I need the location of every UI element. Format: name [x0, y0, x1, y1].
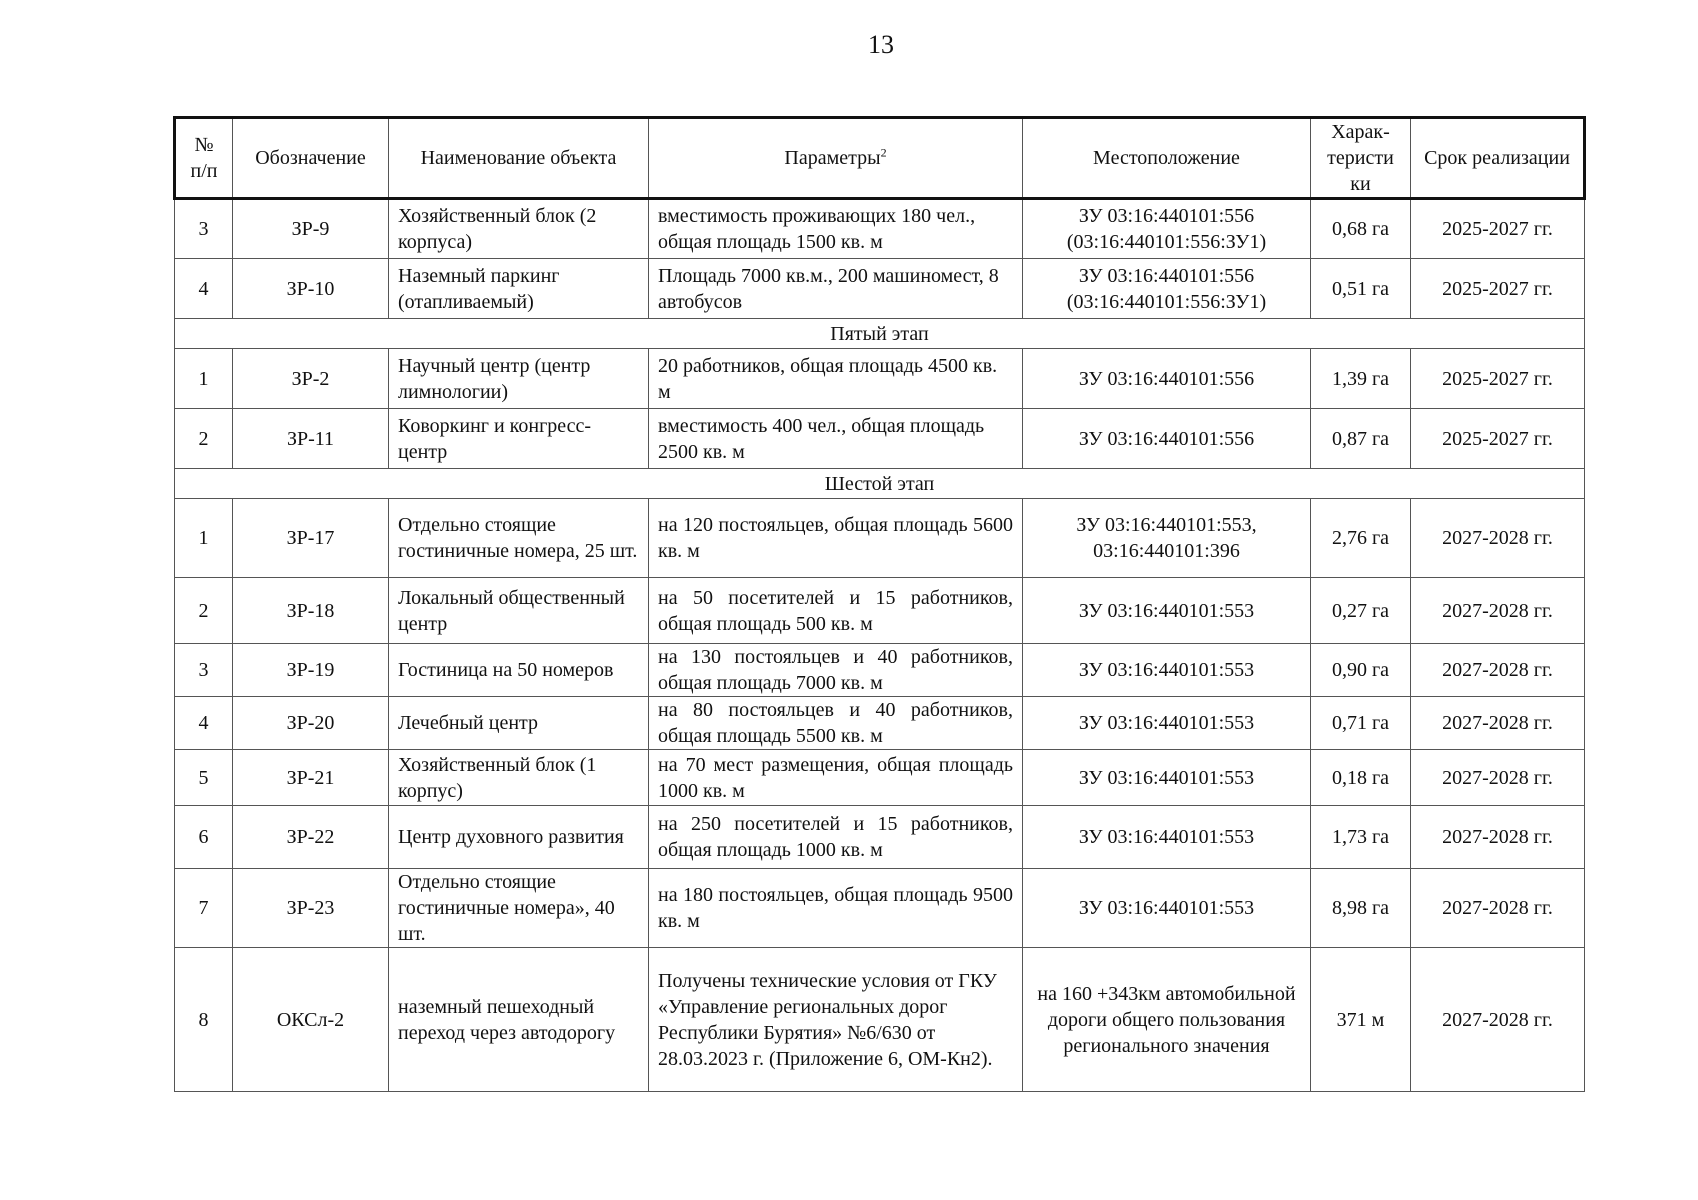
table-row — [175, 948, 1585, 1092]
table-row — [175, 259, 1585, 319]
cell-term: 2027-2028 гг. — [1411, 578, 1585, 644]
cell-location: на 160 +343км автомобильной дороги общего пользования регионального значения — [1023, 948, 1311, 1092]
cell-params: на 180 постояльцев, общая площадь 9500 кв. м — [649, 869, 1023, 948]
header-characteristics: Харак-теристи ки — [1311, 118, 1411, 199]
cell-term: 2027-2028 гг. — [1411, 869, 1585, 948]
cell-params: на 130 постояльцев и 40 работников, общая площадь 7000 кв. м — [649, 644, 1023, 697]
cell-location: ЗУ 03:16:440101:553 — [1023, 644, 1311, 697]
cell-char: 8,98 га — [1311, 869, 1411, 948]
table-row — [175, 750, 1585, 806]
cell-num: 7 — [175, 869, 233, 948]
cell-name: Центр духовного развития — [389, 806, 649, 869]
cell-name: Гостиница на 50 номеров — [389, 644, 649, 697]
cell-location: ЗУ 03:16:440101:553 — [1023, 750, 1311, 806]
cell-params: Получены технические условия от ГКУ «Управление региональных дорог Республики Бурятия» №6/630 от 28.03.2023 г. (Приложение 6, ОМ-Кн2). — [649, 948, 1023, 1092]
cell-num: 4 — [175, 697, 233, 750]
cell-name: Отдельно стоящие гостиничные номера, 25 шт. — [389, 499, 649, 578]
cell-char: 0,27 га — [1311, 578, 1411, 644]
cell-term: 2027-2028 гг. — [1411, 750, 1585, 806]
cell-num: 8 — [175, 948, 233, 1092]
page-number: 13 — [868, 30, 894, 59]
stage-row — [175, 319, 1585, 349]
cell-params: вместимость проживающих 180 чел., общая площадь 1500 кв. м — [649, 199, 1023, 259]
cell-term: 2025-2027 гг. — [1411, 259, 1585, 319]
footnote-ref: 2 — [880, 145, 887, 160]
cell-code: ЗР-18 — [233, 578, 389, 644]
header-code: Обозначение — [233, 118, 389, 199]
cell-name: Наземный паркинг (отапливаемый) — [389, 259, 649, 319]
cell-params: 20 работников, общая площадь 4500 кв. м — [649, 349, 1023, 409]
cell-code: ЗР-10 — [233, 259, 389, 319]
cell-params: на 80 постояльцев и 40 работников, общая площадь 5500 кв. м — [649, 697, 1023, 750]
objects-table — [173, 116, 1586, 1092]
cell-params: Площадь 7000 кв.м., 200 машиномест, 8 автобусов — [649, 259, 1023, 319]
cell-code: ЗР-17 — [233, 499, 389, 578]
cell-term: 2027-2028 гг. — [1411, 806, 1585, 869]
cell-params: на 120 постояльцев, общая площадь 5600 кв. м — [649, 499, 1023, 578]
table-row — [175, 869, 1585, 948]
cell-name: наземный пешеходный переход через автодорогу — [389, 948, 649, 1092]
table-row — [175, 349, 1585, 409]
cell-code: ЗР-21 — [233, 750, 389, 806]
cell-code: ЗР-23 — [233, 869, 389, 948]
stage-title: Пятый этап — [175, 319, 1585, 349]
header-num: № п/п — [175, 118, 233, 199]
table-row — [175, 578, 1585, 644]
cell-term: 2027-2028 гг. — [1411, 644, 1585, 697]
header-term: Срок реализации — [1411, 118, 1585, 199]
cell-name: Лечебный центр — [389, 697, 649, 750]
cell-location: ЗУ 03:16:440101:556 — [1023, 349, 1311, 409]
cell-term: 2025-2027 гг. — [1411, 349, 1585, 409]
header-params — [649, 118, 1023, 199]
cell-num: 1 — [175, 499, 233, 578]
header-params-label: Параметры — [784, 147, 881, 169]
cell-term: 2025-2027 гг. — [1411, 409, 1585, 469]
stage-row — [175, 469, 1585, 499]
stage-title: Шестой этап — [175, 469, 1585, 499]
cell-num: 2 — [175, 409, 233, 469]
table-header-row — [175, 118, 1585, 199]
cell-location: ЗУ 03:16:440101:556 (03:16:440101:556:ЗУ1) — [1023, 199, 1311, 259]
cell-char: 0,51 га — [1311, 259, 1411, 319]
cell-location: ЗУ 03:16:440101:553 — [1023, 806, 1311, 869]
table-row — [175, 644, 1585, 697]
cell-term: 2027-2028 гг. — [1411, 697, 1585, 750]
cell-location: ЗУ 03:16:440101:556 — [1023, 409, 1311, 469]
cell-char: 371 м — [1311, 948, 1411, 1092]
cell-code: ЗР-22 — [233, 806, 389, 869]
cell-num: 5 — [175, 750, 233, 806]
cell-char: 0,90 га — [1311, 644, 1411, 697]
table-row — [175, 806, 1585, 869]
header-location: Местоположение — [1023, 118, 1311, 199]
cell-location: ЗУ 03:16:440101:553 — [1023, 869, 1311, 948]
cell-char: 0,71 га — [1311, 697, 1411, 750]
cell-params: на 50 посетителей и 15 работников, общая площадь 500 кв. м — [649, 578, 1023, 644]
cell-char: 0,87 га — [1311, 409, 1411, 469]
cell-code: ЗР-20 — [233, 697, 389, 750]
cell-num: 3 — [175, 644, 233, 697]
cell-code: ЗР-9 — [233, 199, 389, 259]
cell-location: ЗУ 03:16:440101:553 — [1023, 578, 1311, 644]
cell-params: на 70 мест размещения, общая площадь 1000 кв. м — [649, 750, 1023, 806]
cell-num: 6 — [175, 806, 233, 869]
cell-name: Хозяйственный блок (2 корпуса) — [389, 199, 649, 259]
cell-char: 1,73 га — [1311, 806, 1411, 869]
cell-num: 3 — [175, 199, 233, 259]
cell-code: ЗР-2 — [233, 349, 389, 409]
cell-name: Отдельно стоящие гостиничные номера», 40 шт. — [389, 869, 649, 948]
cell-code: ОКСл-2 — [233, 948, 389, 1092]
cell-num: 2 — [175, 578, 233, 644]
cell-num: 1 — [175, 349, 233, 409]
cell-name: Коворкинг и конгресс-центр — [389, 409, 649, 469]
cell-char: 0,68 га — [1311, 199, 1411, 259]
cell-term: 2027-2028 гг. — [1411, 948, 1585, 1092]
cell-name: Локальный общественный центр — [389, 578, 649, 644]
table-row — [175, 199, 1585, 259]
cell-location: ЗУ 03:16:440101:553, 03:16:440101:396 — [1023, 499, 1311, 578]
cell-name: Хозяйственный блок (1 корпус) — [389, 750, 649, 806]
cell-term: 2027-2028 гг. — [1411, 499, 1585, 578]
cell-params: на 250 посетителей и 15 работников, общая площадь 1000 кв. м — [649, 806, 1023, 869]
cell-name: Научный центр (центр лимнологии) — [389, 349, 649, 409]
cell-location: ЗУ 03:16:440101:553 — [1023, 697, 1311, 750]
cell-char: 2,76 га — [1311, 499, 1411, 578]
table-row — [175, 409, 1585, 469]
cell-code: ЗР-11 — [233, 409, 389, 469]
cell-term: 2025-2027 гг. — [1411, 199, 1585, 259]
cell-location: ЗУ 03:16:440101:556 (03:16:440101:556:ЗУ1) — [1023, 259, 1311, 319]
cell-params: вместимость 400 чел., общая площадь 2500 кв. м — [649, 409, 1023, 469]
header-name: Наименование объекта — [389, 118, 649, 199]
table-row — [175, 697, 1585, 750]
cell-num: 4 — [175, 259, 233, 319]
table-row — [175, 499, 1585, 578]
cell-char: 0,18 га — [1311, 750, 1411, 806]
cell-char: 1,39 га — [1311, 349, 1411, 409]
cell-code: ЗР-19 — [233, 644, 389, 697]
